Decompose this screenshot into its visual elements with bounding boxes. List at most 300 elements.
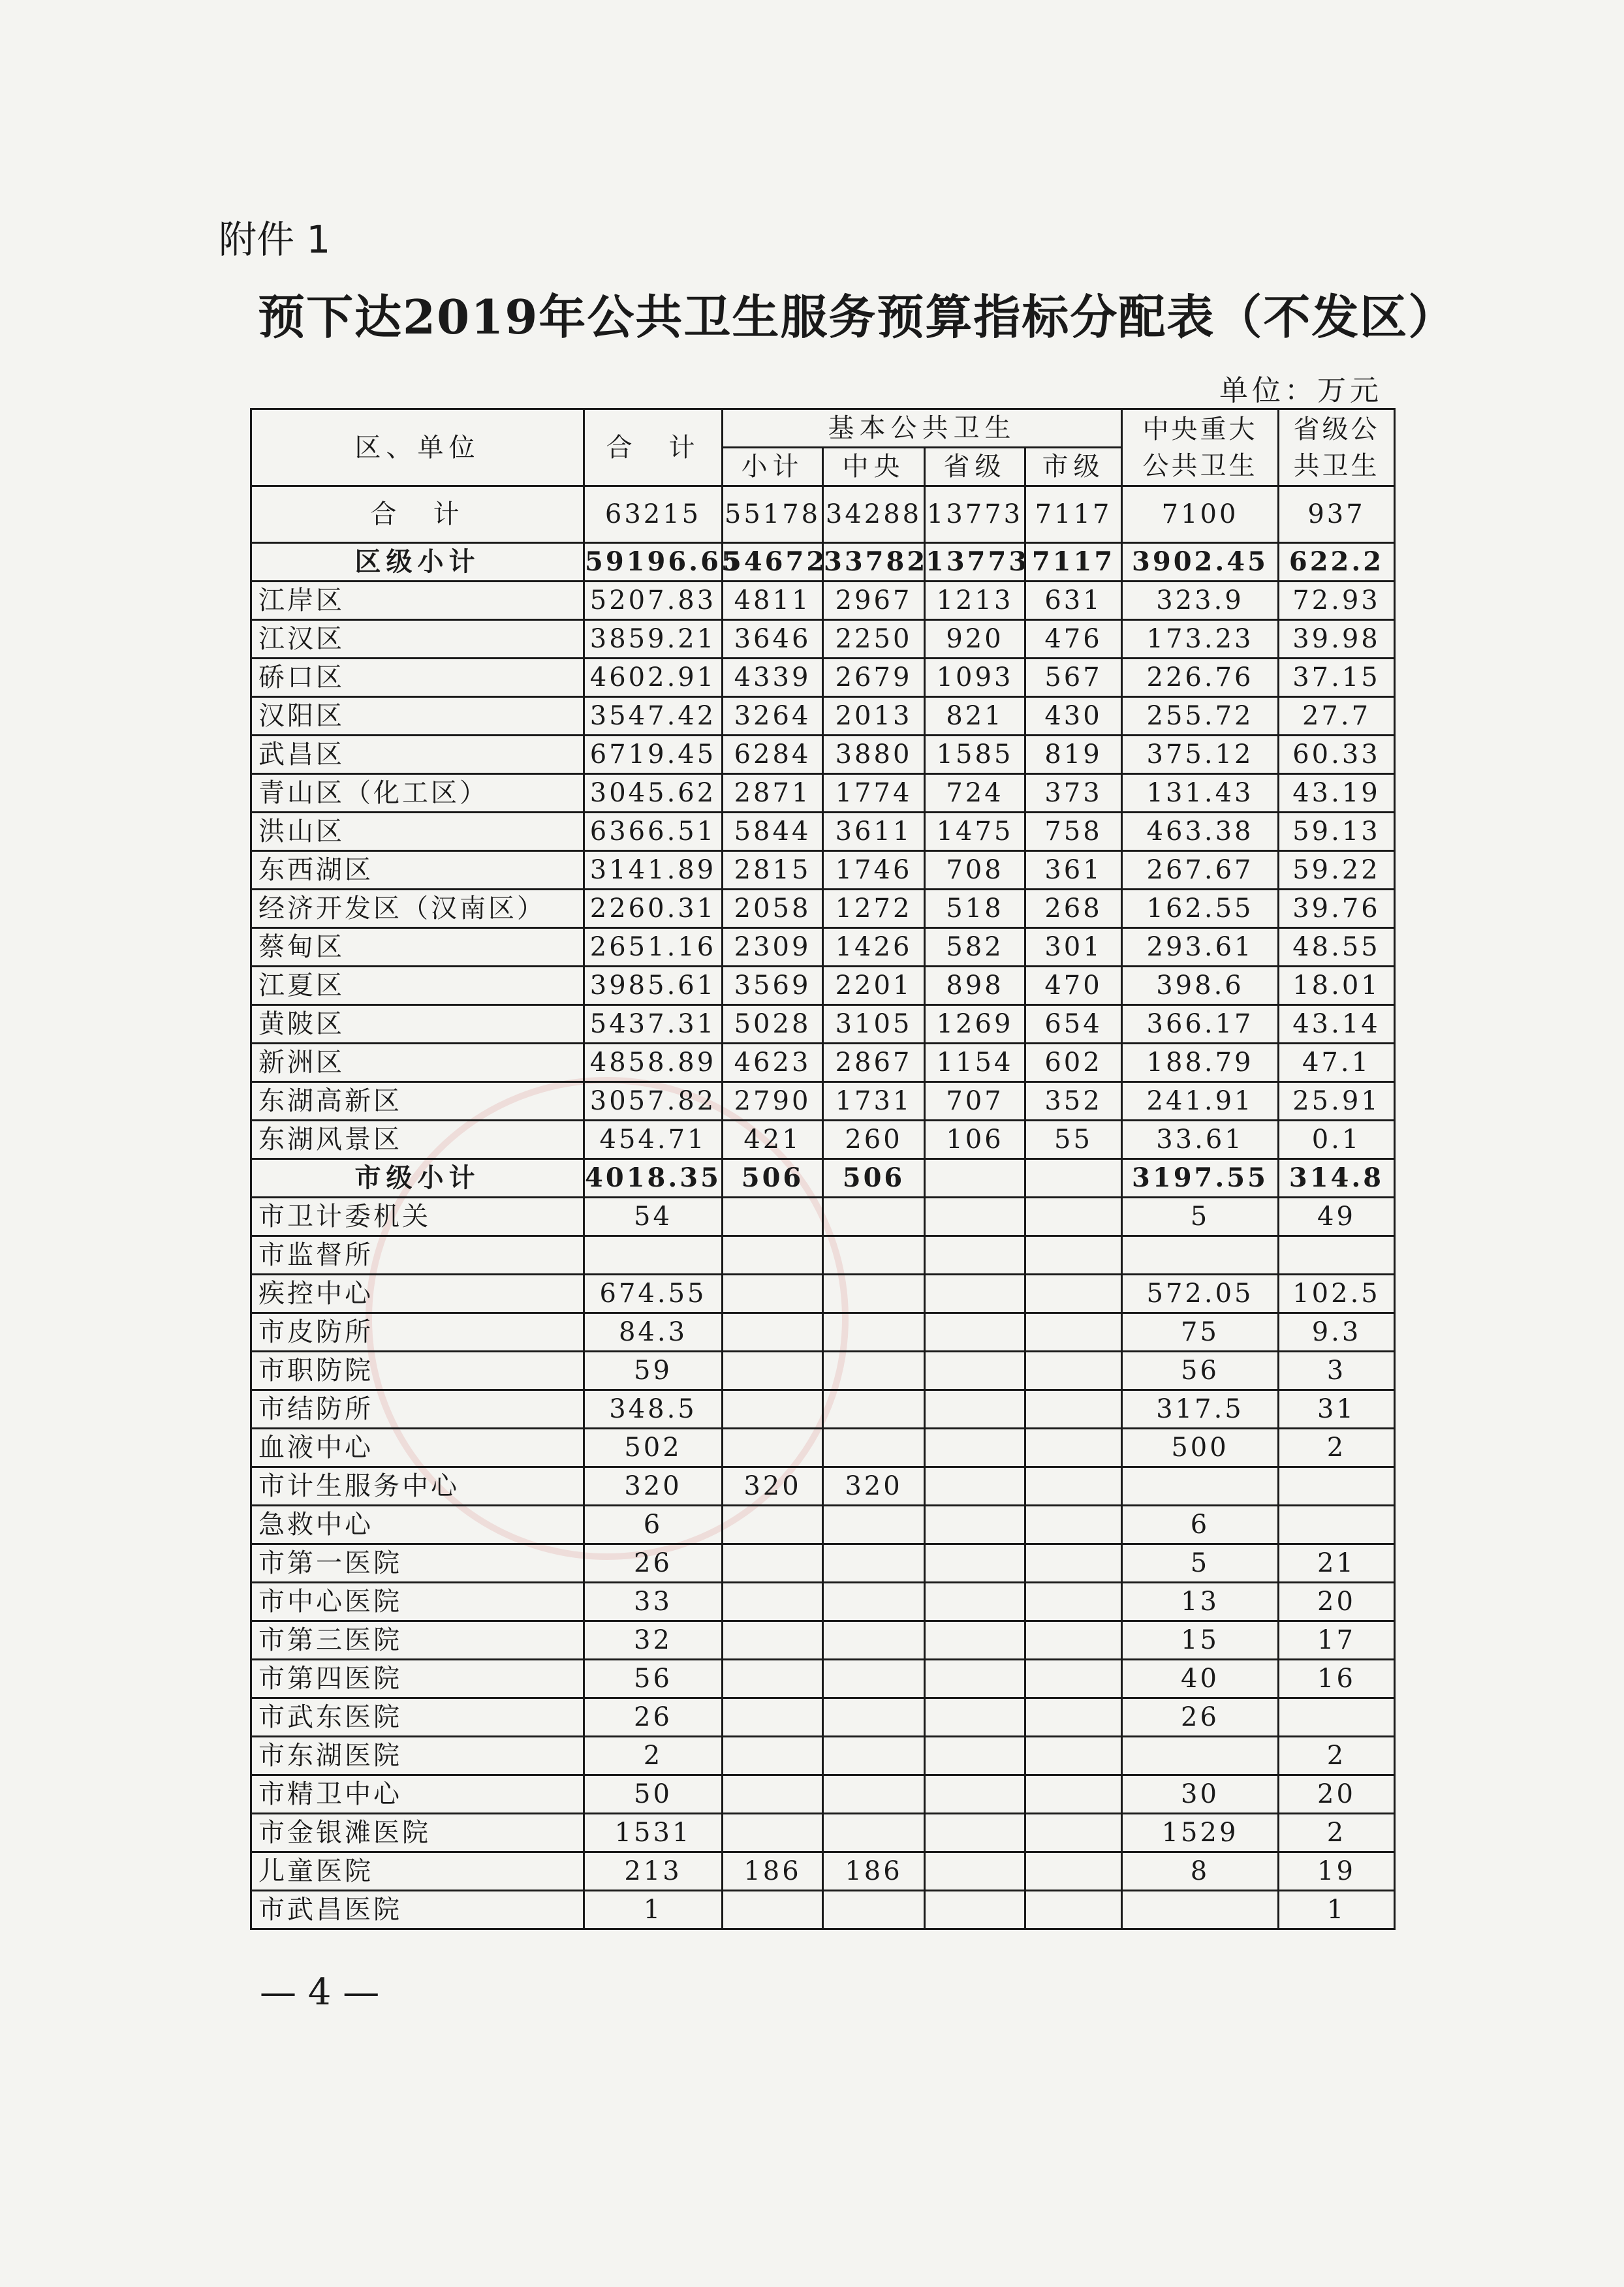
- cell-total: 84.3: [584, 1313, 723, 1352]
- row-label: 市结防所: [251, 1390, 584, 1429]
- table-row: [251, 659, 1395, 697]
- cell-total: 56: [584, 1660, 723, 1698]
- cell-provpub: 20: [1279, 1775, 1395, 1814]
- row-label: 江汉区: [251, 620, 584, 659]
- row-label: 武昌区: [251, 736, 584, 774]
- cell-sub: [723, 1775, 823, 1814]
- cell-sub: 6284: [723, 736, 823, 774]
- table-row: [251, 1082, 1395, 1121]
- cell-total: 3859.21: [584, 620, 723, 659]
- cell-prov: [925, 1198, 1025, 1236]
- cell-prov: [925, 1429, 1025, 1467]
- cell-central: 3105: [823, 1005, 925, 1044]
- cell-total: 5437.31: [584, 1005, 723, 1044]
- table-row: [251, 582, 1395, 620]
- table-row: [251, 1313, 1395, 1352]
- row-label: 经济开发区（汉南区）: [251, 890, 584, 928]
- cell-provpub: [1279, 1506, 1395, 1544]
- cell-sub: 5028: [723, 1005, 823, 1044]
- cell-major: 8: [1122, 1852, 1279, 1891]
- cell-city: 7117: [1025, 543, 1122, 582]
- cell-central: 1731: [823, 1082, 925, 1121]
- cell-central: 33782: [823, 543, 925, 582]
- row-label: 市东湖医院: [251, 1737, 584, 1775]
- cell-provpub: 18.01: [1279, 967, 1395, 1005]
- row-label: 市精卫中心: [251, 1775, 584, 1814]
- cell-major: 30: [1122, 1775, 1279, 1814]
- row-label: 合 计: [251, 486, 584, 543]
- cell-total: 32: [584, 1621, 723, 1660]
- cell-major: 131.43: [1122, 774, 1279, 813]
- cell-central: [823, 1236, 925, 1275]
- cell-sub: [723, 1236, 823, 1275]
- cell-city: [1025, 1698, 1122, 1737]
- cell-city: [1025, 1506, 1122, 1544]
- cell-major: [1122, 1236, 1279, 1275]
- cell-provpub: 937: [1279, 486, 1395, 543]
- cell-total: 6: [584, 1506, 723, 1544]
- cell-major: 241.91: [1122, 1082, 1279, 1121]
- header-municipal: 市级: [1025, 448, 1122, 486]
- table-row: [251, 1121, 1395, 1159]
- cell-central: [823, 1891, 925, 1929]
- cell-city: [1025, 1660, 1122, 1698]
- cell-total: 2260.31: [584, 890, 723, 928]
- cell-sub: [723, 1583, 823, 1621]
- cell-prov: [925, 1737, 1025, 1775]
- table-row: [251, 1891, 1395, 1929]
- cell-major: 13: [1122, 1583, 1279, 1621]
- cell-central: 186: [823, 1852, 925, 1891]
- cell-provpub: 2: [1279, 1429, 1395, 1467]
- cell-provpub: 2: [1279, 1737, 1395, 1775]
- cell-prov: 1093: [925, 659, 1025, 697]
- row-label: 市第四医院: [251, 1660, 584, 1698]
- cell-city: 430: [1025, 697, 1122, 736]
- cell-prov: [925, 1390, 1025, 1429]
- cell-provpub: 3: [1279, 1352, 1395, 1390]
- cell-provpub: 102.5: [1279, 1275, 1395, 1313]
- cell-provpub: 59.22: [1279, 851, 1395, 890]
- header-region-unit: 区、单位: [251, 409, 584, 486]
- cell-total: 59: [584, 1352, 723, 1390]
- cell-central: 1272: [823, 890, 925, 928]
- cell-major: 188.79: [1122, 1044, 1279, 1082]
- cell-city: 301: [1025, 928, 1122, 967]
- header-basic-public-health: 基本公共卫生: [723, 409, 1122, 448]
- row-label: 江夏区: [251, 967, 584, 1005]
- cell-major: 463.38: [1122, 813, 1279, 851]
- cell-provpub: 9.3: [1279, 1313, 1395, 1352]
- cell-city: 373: [1025, 774, 1122, 813]
- row-label: 市监督所: [251, 1236, 584, 1275]
- cell-sub: 4623: [723, 1044, 823, 1082]
- table-row: [251, 1236, 1395, 1275]
- cell-total: 3045.62: [584, 774, 723, 813]
- cell-central: [823, 1313, 925, 1352]
- table-row: [251, 1852, 1395, 1891]
- table-row: [251, 1506, 1395, 1544]
- cell-prov: 1475: [925, 813, 1025, 851]
- row-label: 黄陂区: [251, 1005, 584, 1044]
- cell-major: 323.9: [1122, 582, 1279, 620]
- header-subtotal: 小计: [723, 448, 823, 486]
- row-label: 青山区（化工区）: [251, 774, 584, 813]
- cell-city: [1025, 1198, 1122, 1236]
- cell-city: [1025, 1814, 1122, 1852]
- row-label: 市武昌医院: [251, 1891, 584, 1929]
- cell-provpub: 39.76: [1279, 890, 1395, 928]
- cell-city: 654: [1025, 1005, 1122, 1044]
- cell-major: 398.6: [1122, 967, 1279, 1005]
- cell-major: 162.55: [1122, 890, 1279, 928]
- cell-sub: 186: [723, 1852, 823, 1891]
- table-row: [251, 1390, 1395, 1429]
- cell-central: [823, 1198, 925, 1236]
- cell-provpub: 72.93: [1279, 582, 1395, 620]
- cell-sub: [723, 1390, 823, 1429]
- cell-provpub: [1279, 1236, 1395, 1275]
- table-row: [251, 1159, 1395, 1198]
- cell-major: 5: [1122, 1198, 1279, 1236]
- cell-central: [823, 1814, 925, 1852]
- cell-city: 470: [1025, 967, 1122, 1005]
- cell-central: [823, 1390, 925, 1429]
- document-title: 预下达2019年公共卫生服务预算指标分配表（不发区）: [258, 289, 1457, 345]
- cell-prov: 518: [925, 890, 1025, 928]
- cell-sub: [723, 1814, 823, 1852]
- cell-total: 59196.65: [584, 543, 723, 582]
- cell-provpub: 31: [1279, 1390, 1395, 1429]
- row-label: 东西湖区: [251, 851, 584, 890]
- cell-provpub: 16: [1279, 1660, 1395, 1698]
- row-label: 东湖高新区: [251, 1082, 584, 1121]
- cell-sub: 2871: [723, 774, 823, 813]
- cell-provpub: [1279, 1698, 1395, 1737]
- row-label: 市第三医院: [251, 1621, 584, 1660]
- cell-city: [1025, 1544, 1122, 1583]
- cell-total: 5207.83: [584, 582, 723, 620]
- cell-major: 33.61: [1122, 1121, 1279, 1159]
- cell-central: [823, 1583, 925, 1621]
- cell-major: [1122, 1737, 1279, 1775]
- cell-city: [1025, 1352, 1122, 1390]
- cell-central: [823, 1775, 925, 1814]
- cell-city: [1025, 1852, 1122, 1891]
- table-row: [251, 543, 1395, 582]
- header-provincial: 省级: [925, 448, 1025, 486]
- cell-total: 3985.61: [584, 967, 723, 1005]
- cell-city: 631: [1025, 582, 1122, 620]
- cell-provpub: 59.13: [1279, 813, 1395, 851]
- cell-prov: 707: [925, 1082, 1025, 1121]
- cell-sub: [723, 1737, 823, 1775]
- cell-prov: [925, 1275, 1025, 1313]
- table-row: [251, 890, 1395, 928]
- cell-major: 3902.45: [1122, 543, 1279, 582]
- cell-prov: 708: [925, 851, 1025, 890]
- row-label: 区级小计: [251, 543, 584, 582]
- cell-prov: [925, 1814, 1025, 1852]
- cell-provpub: 27.7: [1279, 697, 1395, 736]
- cell-total: 4018.35: [584, 1159, 723, 1198]
- cell-prov: [925, 1775, 1025, 1814]
- cell-major: 26: [1122, 1698, 1279, 1737]
- cell-major: 173.23: [1122, 620, 1279, 659]
- cell-major: 1529: [1122, 1814, 1279, 1852]
- table-row: [251, 1583, 1395, 1621]
- cell-sub: 320: [723, 1467, 823, 1506]
- cell-total: 6366.51: [584, 813, 723, 851]
- cell-total: 4858.89: [584, 1044, 723, 1082]
- row-label: 市计生服务中心: [251, 1467, 584, 1506]
- row-label: 急救中心: [251, 1506, 584, 1544]
- cell-provpub: 19: [1279, 1852, 1395, 1891]
- attachment-label: 附件 1: [219, 217, 331, 262]
- cell-central: [823, 1660, 925, 1698]
- row-label: 新洲区: [251, 1044, 584, 1082]
- row-label: 市职防院: [251, 1352, 584, 1390]
- cell-city: [1025, 1275, 1122, 1313]
- cell-sub: 3569: [723, 967, 823, 1005]
- cell-prov: [925, 1583, 1025, 1621]
- table-row: [251, 1775, 1395, 1814]
- cell-total: [584, 1236, 723, 1275]
- cell-major: 40: [1122, 1660, 1279, 1698]
- cell-total: 674.55: [584, 1275, 723, 1313]
- cell-prov: [925, 1852, 1025, 1891]
- table-row: [251, 813, 1395, 851]
- cell-sub: 3264: [723, 697, 823, 736]
- row-label: 市中心医院: [251, 1583, 584, 1621]
- cell-total: 4602.91: [584, 659, 723, 697]
- cell-sub: [723, 1544, 823, 1583]
- cell-major: [1122, 1891, 1279, 1929]
- cell-total: 2651.16: [584, 928, 723, 967]
- cell-sub: [723, 1275, 823, 1313]
- cell-central: 1774: [823, 774, 925, 813]
- cell-city: 567: [1025, 659, 1122, 697]
- cell-provpub: 25.91: [1279, 1082, 1395, 1121]
- cell-city: 819: [1025, 736, 1122, 774]
- cell-central: 3880: [823, 736, 925, 774]
- row-label: 硚口区: [251, 659, 584, 697]
- table-row: [251, 1467, 1395, 1506]
- cell-city: 268: [1025, 890, 1122, 928]
- row-label: 江岸区: [251, 582, 584, 620]
- page-number: — 4 —: [260, 1971, 380, 2014]
- table-row: [251, 1275, 1395, 1313]
- row-label: 市金银滩医院: [251, 1814, 584, 1852]
- cell-provpub: 2: [1279, 1814, 1395, 1852]
- row-label: 汉阳区: [251, 697, 584, 736]
- cell-prov: 898: [925, 967, 1025, 1005]
- table-row: [251, 1737, 1395, 1775]
- cell-provpub: 21: [1279, 1544, 1395, 1583]
- cell-city: 7117: [1025, 486, 1122, 543]
- cell-provpub: 17: [1279, 1621, 1395, 1660]
- table-row: [251, 1005, 1395, 1044]
- cell-city: [1025, 1159, 1122, 1198]
- cell-sub: [723, 1891, 823, 1929]
- cell-central: [823, 1352, 925, 1390]
- cell-city: 476: [1025, 620, 1122, 659]
- cell-sub: 2058: [723, 890, 823, 928]
- cell-prov: 821: [925, 697, 1025, 736]
- row-label: 儿童医院: [251, 1852, 584, 1891]
- cell-total: 33: [584, 1583, 723, 1621]
- cell-provpub: 43.19: [1279, 774, 1395, 813]
- cell-central: 260: [823, 1121, 925, 1159]
- cell-prov: 1269: [925, 1005, 1025, 1044]
- cell-sub: 55178: [723, 486, 823, 543]
- cell-major: 500: [1122, 1429, 1279, 1467]
- cell-prov: [925, 1698, 1025, 1737]
- row-label: 蔡甸区: [251, 928, 584, 967]
- cell-prov: 920: [925, 620, 1025, 659]
- cell-sub: [723, 1429, 823, 1467]
- table-row: [251, 697, 1395, 736]
- cell-total: 26: [584, 1544, 723, 1583]
- cell-provpub: 43.14: [1279, 1005, 1395, 1044]
- header-central: 中央: [823, 448, 925, 486]
- cell-prov: [925, 1236, 1025, 1275]
- cell-total: 320: [584, 1467, 723, 1506]
- cell-prov: 13773: [925, 543, 1025, 582]
- cell-total: 2: [584, 1737, 723, 1775]
- cell-sub: [723, 1506, 823, 1544]
- cell-major: 255.72: [1122, 697, 1279, 736]
- row-label: 市武东医院: [251, 1698, 584, 1737]
- cell-total: 1531: [584, 1814, 723, 1852]
- cell-city: [1025, 1621, 1122, 1660]
- row-label: 市级小计: [251, 1159, 584, 1198]
- cell-central: 2967: [823, 582, 925, 620]
- cell-total: 213: [584, 1852, 723, 1891]
- cell-city: [1025, 1390, 1122, 1429]
- cell-city: [1025, 1236, 1122, 1275]
- cell-provpub: 47.1: [1279, 1044, 1395, 1082]
- cell-major: 572.05: [1122, 1275, 1279, 1313]
- cell-provpub: 48.55: [1279, 928, 1395, 967]
- cell-central: [823, 1698, 925, 1737]
- cell-total: 3057.82: [584, 1082, 723, 1121]
- row-label: 市卫计委机关: [251, 1198, 584, 1236]
- cell-sub: 4811: [723, 582, 823, 620]
- cell-city: 758: [1025, 813, 1122, 851]
- table-row: [251, 967, 1395, 1005]
- header-provincial-public: 省级公共卫生: [1279, 409, 1395, 486]
- cell-prov: 724: [925, 774, 1025, 813]
- cell-city: [1025, 1775, 1122, 1814]
- cell-provpub: 1: [1279, 1891, 1395, 1929]
- cell-prov: [925, 1352, 1025, 1390]
- table-row: [251, 620, 1395, 659]
- cell-sub: [723, 1660, 823, 1698]
- cell-total: 3141.89: [584, 851, 723, 890]
- cell-sub: 2790: [723, 1082, 823, 1121]
- cell-sub: 421: [723, 1121, 823, 1159]
- cell-prov: [925, 1313, 1025, 1352]
- cell-major: 267.67: [1122, 851, 1279, 890]
- table-row: [251, 851, 1395, 890]
- header-central-major: 中央重大公共卫生: [1122, 409, 1279, 486]
- table-row: [251, 1660, 1395, 1698]
- cell-sub: [723, 1352, 823, 1390]
- cell-total: 3547.42: [584, 697, 723, 736]
- cell-city: [1025, 1467, 1122, 1506]
- table-row: [251, 1621, 1395, 1660]
- cell-provpub: 314.8: [1279, 1159, 1395, 1198]
- cell-prov: [925, 1660, 1025, 1698]
- cell-central: 2201: [823, 967, 925, 1005]
- cell-prov: [925, 1544, 1025, 1583]
- cell-prov: [925, 1621, 1025, 1660]
- cell-city: [1025, 1737, 1122, 1775]
- cell-city: 602: [1025, 1044, 1122, 1082]
- cell-city: [1025, 1429, 1122, 1467]
- cell-prov: [925, 1159, 1025, 1198]
- cell-total: 6719.45: [584, 736, 723, 774]
- table-row: [251, 1698, 1395, 1737]
- cell-provpub: [1279, 1467, 1395, 1506]
- cell-provpub: 622.2: [1279, 543, 1395, 582]
- cell-total: 348.5: [584, 1390, 723, 1429]
- table-row: [251, 486, 1395, 543]
- cell-prov: [925, 1467, 1025, 1506]
- cell-major: 375.12: [1122, 736, 1279, 774]
- cell-total: 50: [584, 1775, 723, 1814]
- cell-major: 366.17: [1122, 1005, 1279, 1044]
- cell-city: 55: [1025, 1121, 1122, 1159]
- cell-central: [823, 1737, 925, 1775]
- cell-sub: 506: [723, 1159, 823, 1198]
- cell-sub: [723, 1621, 823, 1660]
- row-label: 洪山区: [251, 813, 584, 851]
- row-label: 东湖风景区: [251, 1121, 584, 1159]
- cell-sub: 5844: [723, 813, 823, 851]
- cell-total: 63215: [584, 486, 723, 543]
- cell-city: 352: [1025, 1082, 1122, 1121]
- cell-major: [1122, 1467, 1279, 1506]
- cell-central: 2679: [823, 659, 925, 697]
- cell-city: [1025, 1583, 1122, 1621]
- table-row: [251, 1352, 1395, 1390]
- cell-provpub: 39.98: [1279, 620, 1395, 659]
- table-row: [251, 1198, 1395, 1236]
- row-label: 市第一医院: [251, 1544, 584, 1583]
- cell-central: [823, 1621, 925, 1660]
- cell-major: 5: [1122, 1544, 1279, 1583]
- table-row: [251, 1814, 1395, 1852]
- cell-major: 317.5: [1122, 1390, 1279, 1429]
- cell-sub: 2815: [723, 851, 823, 890]
- cell-central: 1426: [823, 928, 925, 967]
- cell-sub: 2309: [723, 928, 823, 967]
- table-row: [251, 928, 1395, 967]
- cell-prov: 106: [925, 1121, 1025, 1159]
- cell-total: 26: [584, 1698, 723, 1737]
- row-label: 市皮防所: [251, 1313, 584, 1352]
- cell-prov: [925, 1506, 1025, 1544]
- cell-city: 361: [1025, 851, 1122, 890]
- cell-major: 15: [1122, 1621, 1279, 1660]
- cell-provpub: 0.1: [1279, 1121, 1395, 1159]
- cell-sub: [723, 1698, 823, 1737]
- cell-sub: 3646: [723, 620, 823, 659]
- cell-prov: 13773: [925, 486, 1025, 543]
- cell-major: 293.61: [1122, 928, 1279, 967]
